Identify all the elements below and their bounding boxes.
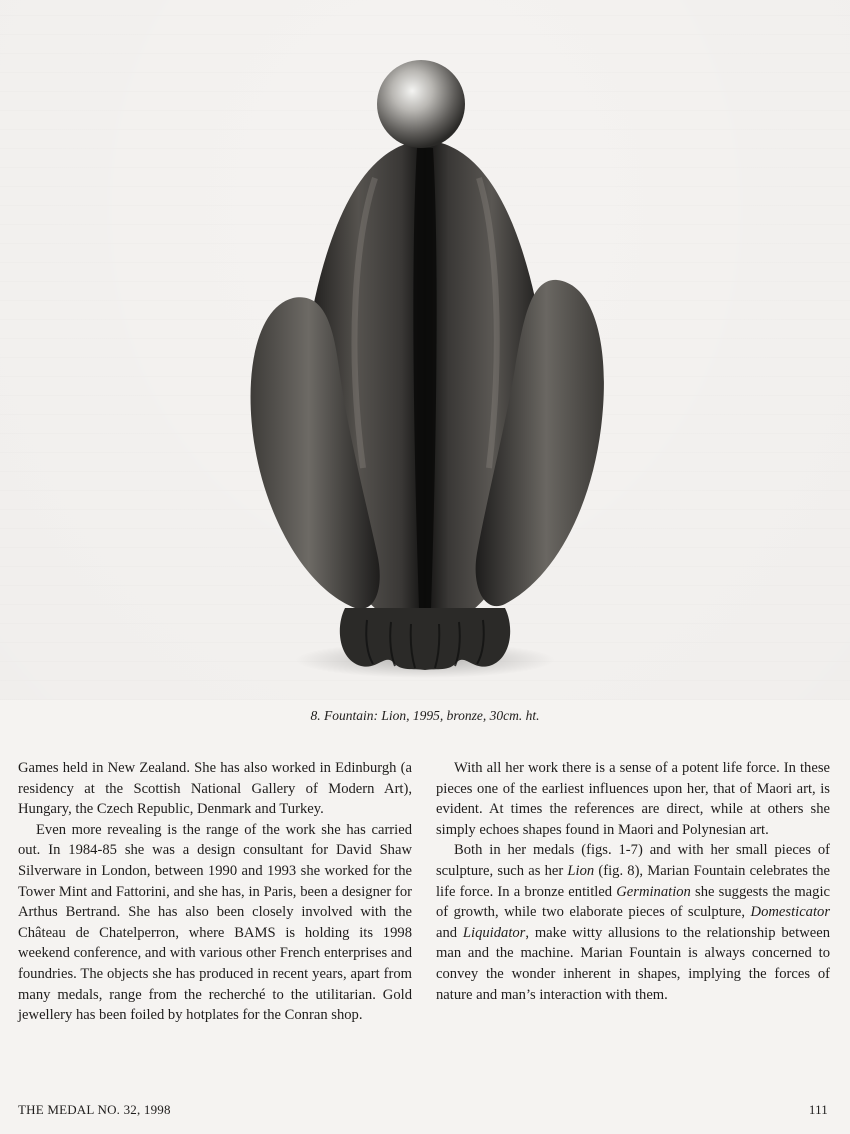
figure-8-lion-sculpture <box>235 48 615 688</box>
text-run: Both in her medals (figs. 1-7) and with her small pieces of sculpture, such as her <box>436 842 830 879</box>
article-column-right <box>436 758 830 1005</box>
article-column-left <box>18 758 412 1026</box>
paragraph <box>436 840 830 1005</box>
text-run: (fig. 8), Marian Fountain celebrates the life force. In a bronze entitled <box>436 862 831 900</box>
lion-sculpture-image <box>235 48 615 688</box>
journal-issue: THE MEDAL NO. 32, 1998 <box>18 1102 171 1117</box>
paragraph: Even more revealing is the range of the work she has carried out. In 1984-85 she was a design consultant for David Shaw Silverware in London, between 1990 and 1993 she worked for the Tower Mint and Fattorini, and she has, in Paris, been a designer for Arthus Bertrand. She has also been closely involved with the Château de Chatelperron, where BAMS is holding its 1998 weekend conference, and with various other French enterprises and foundries. The objects she has produced in recent years, apart from many medals, range from the recherché to the utilitarian. Gold jewellery has been foiled by hotplates for the Conran shop. <box>18 821 412 1024</box>
figure-caption: 8. Fountain: Lion, 1995, bronze, 30cm. ht. <box>310 708 540 723</box>
paragraph: With all her work there is a sense of a potent life force. In these pieces one of the earliest influences upon her, that of Maori art, is evident. At times the references are direct, while at others she simply echoes shapes found in Maori and Polynesian art. <box>436 760 830 838</box>
text-run: she suggests the magic of growth, while two elaborate pieces of sculpture, <box>436 883 830 921</box>
page-number: 111 <box>808 1102 828 1117</box>
text-run: and <box>436 924 463 941</box>
work-title-lion: Lion <box>567 862 595 879</box>
work-title-liquidator: Liquidator <box>462 924 526 941</box>
work-title-germination: Germination <box>616 883 691 900</box>
work-title-domesticator: Domesticator <box>750 904 830 921</box>
paragraph: Games held in New Zealand. She has also worked in Edinburgh (a residency at the Scottish National Gallery of Modern Art), Hungary, the Czech Republic, Denmark and Turkey. <box>18 760 412 818</box>
text-run: , make witty allusions to the relationship between man and the machine. Marian Fountain is always concerned to convey the wonder inherent in shapes, implying the forces of nature and man’s interaction with them. <box>436 924 830 1003</box>
